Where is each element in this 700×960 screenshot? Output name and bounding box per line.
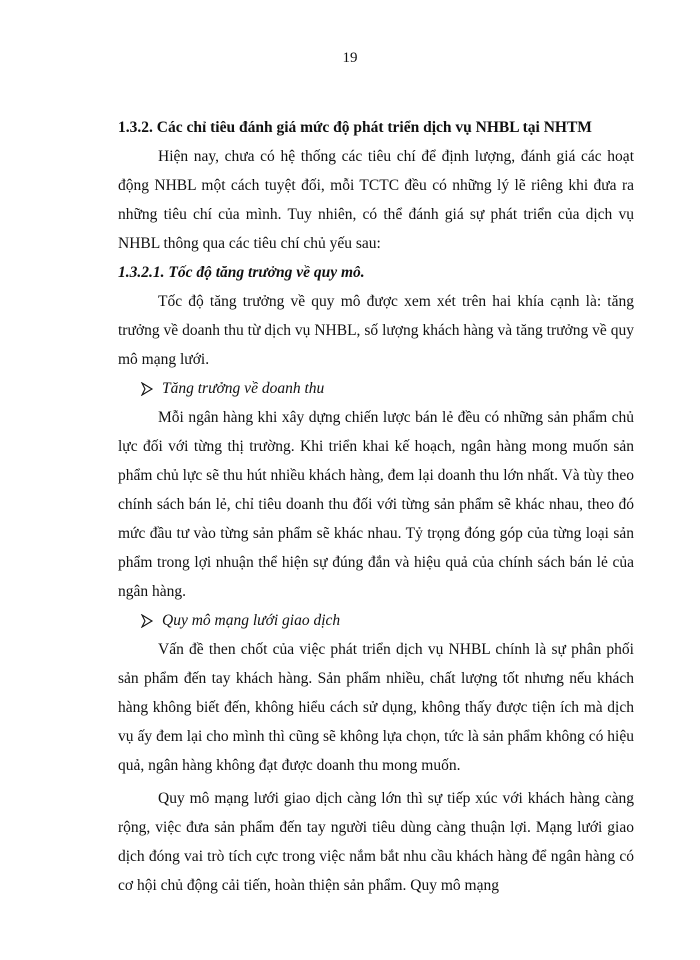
network-paragraph-1: Vấn đề then chốt của việc phát triển dịch vụ NHBL chính là sự phân phối sản phẩm đến tay khách hàng. Sản phẩm nhiều, chất lượng tốt nhưng nếu khách hàng không biết đến, không hiểu cách sử dụng, không thấy được tiện ích mà dịch vụ ấy đem lại cho mình thì cũng sẽ không lựa chọn, tức là sản phẩm không có hiệu quả, ngân hàng không đạt được doanh thu mong muốn. [118,641,634,774]
subsection-heading: 1.3.2.1. Tốc độ tăng trưởng về quy mô. [118,264,365,281]
arrow-bullet-icon [140,614,154,628]
bullet-network-label: Quy mô mạng lưới giao dịch [162,612,341,629]
growth-paragraph: Tốc độ tăng trưởng về quy mô được xem xét trên hai khía cạnh là: tăng trưởng về doanh thu từ dịch vụ NHBL, số lượng khách hàng và tăng trưởng về quy mô mạng lưới. [118,293,634,368]
arrow-bullet-icon [140,382,154,396]
bullet-revenue [118,374,634,403]
document-body [118,113,634,900]
network-paragraph-2: Quy mô mạng lưới giao dịch càng lớn thì sự tiếp xúc với khách hàng càng rộng, việc đưa sản phẩm đến tay người tiêu dùng càng thuận lợi. Mạng lưới giao dịch đóng vai trò tích cực trong việc nắm bắt nhu cầu khách hàng để ngân hàng có cơ hội chủ động cải tiến, hoàn thiện sản phẩm. Quy mô mạng [118,790,634,894]
section-heading: 1.3.2. Các chỉ tiêu đánh giá mức độ phát triển dịch vụ NHBL tại NHTM [118,119,592,136]
revenue-paragraph: Mỗi ngân hàng khi xây dựng chiến lược bán lẻ đều có những sản phẩm chủ lực đối với từng thị trường. Khi triển khai kế hoạch, ngân hàng mong muốn sản phẩm chủ lực sẽ thu hút nhiều khách hàng, đem lại doanh thu lớn nhất. Và tùy theo chính sách bán lẻ, chỉ tiêu doanh thu đối với từng sản phẩm sẽ khác nhau, theo đó mức đầu tư vào từng sản phẩm sẽ khác nhau. Tỷ trọng đóng góp của từng loại sản phẩm trong lợi nhuận thể hiện sự đúng đắn và hiệu quả của chính sách bán lẻ của ngân hàng. [118,409,634,600]
bullet-revenue-label: Tăng trưởng về doanh thu [162,380,325,397]
intro-paragraph: Hiện nay, chưa có hệ thống các tiêu chí để định lượng, đánh giá các hoạt động NHBL một cách tuyệt đối, mỗi TCTC đều có những lý lẽ riêng khi đưa ra những tiêu chí của mình. Tuy nhiên, có thể đánh giá sự phát triển của dịch vụ NHBL thông qua các tiêu chí chủ yếu sau: [118,148,634,252]
page-number: 19 [342,50,358,66]
bullet-network [118,606,634,635]
